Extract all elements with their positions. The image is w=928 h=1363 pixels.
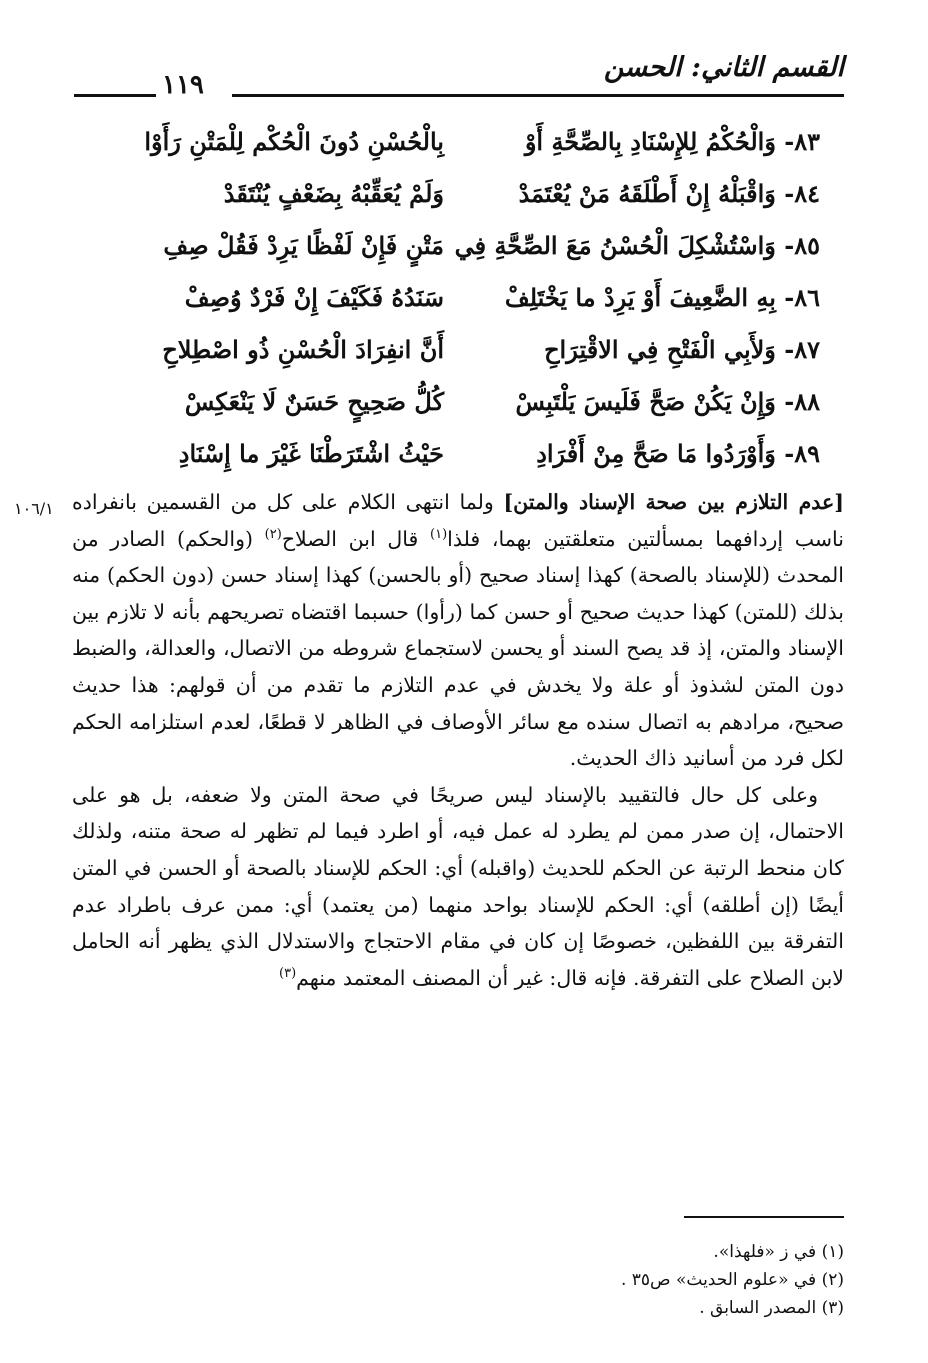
footnote-ref[interactable]: (١) xyxy=(430,526,448,542)
header-rule xyxy=(232,94,844,97)
footnotes xyxy=(144,1238,844,1322)
page-number: ١١٩ xyxy=(162,70,204,100)
verse-83 xyxy=(72,118,844,170)
running-title: القسم الثاني: الحسن xyxy=(603,52,844,83)
paragraph-text: قال ابن الصلاح xyxy=(281,526,430,551)
verse-second-hemistich: كُلُّ صَحِيحٍ حَسَنٌ لَا يَنْعَكِسْ xyxy=(184,387,444,416)
verse-first-hemistich: ٨٨- وَإِنْ يَكُنْ صَحَّ فَلَيسَ يَلْتَبِسْ xyxy=(515,387,820,416)
verse-second-hemistich: بِالْحُسْنِ دُونَ الْحُكْم لِلْمَتْنِ رَأَوْا xyxy=(144,127,444,156)
paragraph-text: وعلى كل حال فالتقييد بالإسناد ليس صريحًا في صحة المتن ولا ضعفه، بل هو على الاحتمال، إن صدر ممن لم يطرد له عمل فيه، أو اطرد فيما لم تظهر له صحة متنه، ولذلك كان منحط الرتبة عن الحكم للحديث (واقبله) أي: الحكم للإسناد بالصحة أو الحسن في المتن أيضًا (إن أطلقه) أي: الحكم للإسناد بواحد منهما (من يعتمد) أي: ممن عرف باطراد عدم التفرقة بين اللفظين، خصوصًا إن كان في مقام الاحتجاج والاستدلال الذي يظهر أنه الحامل لابن الصلاح على التفرقة. فإنه قال: غير أن المصنف المعتمد منهم xyxy=(72,782,844,990)
footnote-rule xyxy=(684,1216,844,1218)
verse-85 xyxy=(72,222,844,274)
verse-second-hemistich: أَنَّ انفِرَادَ الْحُسْنِ ذُو اصْطِلاحِ xyxy=(162,335,444,364)
header-rule-short xyxy=(74,94,156,97)
footnote-1: (١) في ز «فلهذا». xyxy=(713,1242,844,1262)
verse-second-hemistich: حَيْثُ اشْتَرَطْنَا غَيْرَ ما إِسْنَادِ xyxy=(178,439,444,468)
page-header xyxy=(72,50,844,100)
paragraph-1 xyxy=(72,484,844,777)
verse-first-hemistich: ٨٤- وَاقْبَلْهُ إِنْ أَطْلَقَهُ مَنْ يُعْتَمَدْ xyxy=(518,179,820,208)
verse-88 xyxy=(72,378,844,430)
verse-first-hemistich: ٨٦- بِهِ الضَّعِيفَ أَوْ يَرِدْ ما يَخْتَلِفْ xyxy=(504,283,820,312)
verse-first-hemistich: ٨٣- وَالْحُكْمُ لِلإِسْنَادِ بِالصِّحَّةِ أَوْ xyxy=(524,127,820,156)
section-heading: [عدم التلازم بين صحة الإسناد والمتن] xyxy=(503,490,844,514)
footnote-2: (٢) في «علوم الحديث» ص٣٥ . xyxy=(620,1270,844,1290)
verse-first-hemistich: ٨٥- وَاسْتُشْكِلَ الْحُسْنُ مَعَ الصِّحَّةِ فِي xyxy=(454,231,820,260)
paragraph-text: ولما انتهى الكلام على كل من القسمين بانفراده ناسب إردافهما بمسألتين متعلقتين بهما، فلذا xyxy=(72,490,844,551)
verse-first-hemistich: ٨٧- وَلأَبِي الْفَتْحِ فِي الاقْتِرَاحِ xyxy=(544,335,820,364)
footnote-ref[interactable]: (٣) xyxy=(279,965,297,981)
footnote-3: (٣) المصدر السابق . xyxy=(699,1298,844,1318)
verse-second-hemistich: مَتْنٍ فَإِنْ لَفْظًا يَرِدْ فَقُلْ صِفِ xyxy=(163,231,444,260)
verse-first-hemistich: ٨٩- وَأَوْرَدُوا مَا صَحَّ مِنْ أَفْرَادِ xyxy=(536,439,820,468)
verse-86 xyxy=(72,274,844,326)
paragraph-2 xyxy=(72,777,844,997)
verse-block xyxy=(72,118,844,482)
paragraph-text: (والحكم) الصادر من المحدث (للإسناد بالصحة) كهذا إسناد صحيح (أو بالحسن) كهذا إسناد حسن (دون الحكم) منه بذلك (للمتن) كهذا حديث صحيح أو حسن كما (رأوا) حسبما اقتضاه تصريحهم بأنه لا تلازم بين الإسناد والمتن، إذ قد يصح السند أو يحسن لاستجماع شروطه من الاتصال، والعدالة، والضبط دون المتن لشذوذ أو علة ولا يخدش في عدم التلازم ما تقدم من أن قولهم: هذا حديث صحيح، مرادهم به اتصال سنده مع سائر الأوصاف في الظاهر لا قطعًا، لعدم استلزامه الحكم لكل فرد من أسانيد ذاك الحديث. xyxy=(72,526,845,771)
verse-second-hemistich: وَلَمْ يُعَقِّبْهُ بِضَعْفٍ يُنْتَقَدْ xyxy=(223,179,444,208)
commentary-body xyxy=(72,484,844,996)
verse-84 xyxy=(72,170,844,222)
footnote-ref[interactable]: (٢) xyxy=(264,526,282,542)
margin-reference: ١٠٦/١ xyxy=(14,499,54,518)
verse-second-hemistich: سَنَدُهُ فَكَيْفَ إِنْ فَرْدٌ وُصِفْ xyxy=(184,283,444,312)
verse-89 xyxy=(72,430,844,482)
verse-87 xyxy=(72,326,844,378)
